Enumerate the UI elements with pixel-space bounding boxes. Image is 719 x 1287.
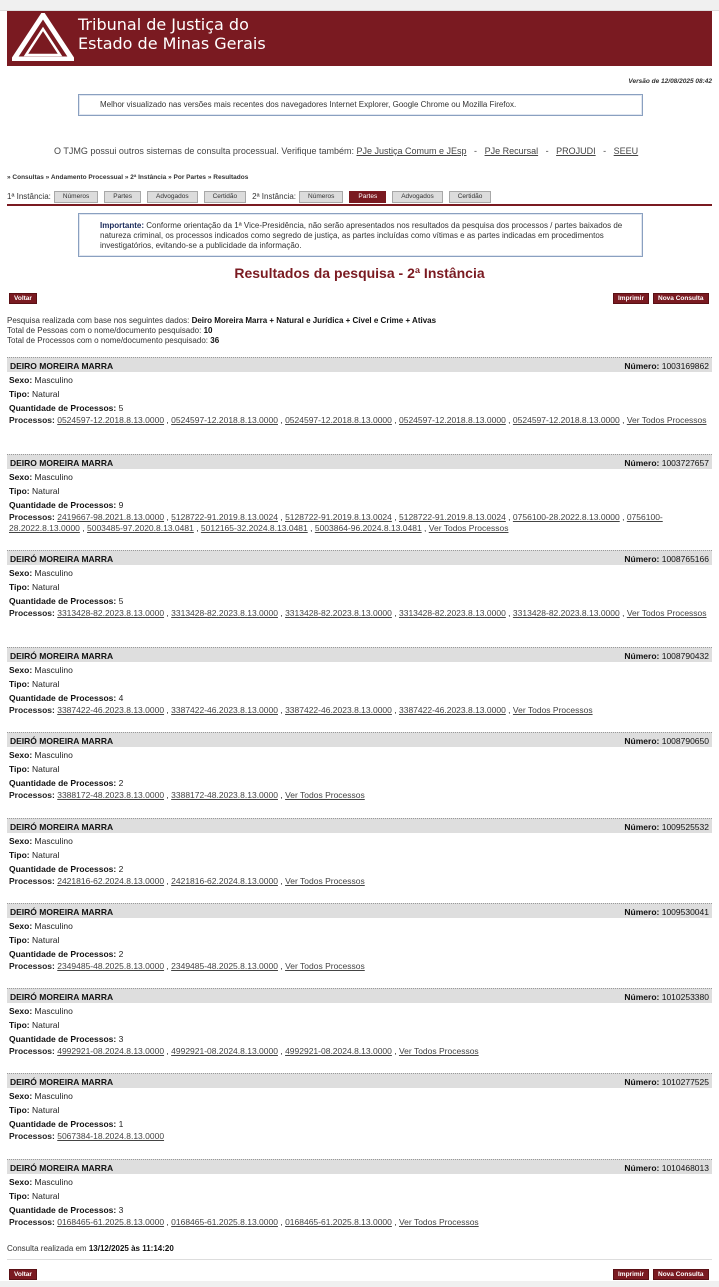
tab-inst1-numeros[interactable]: Números bbox=[54, 191, 98, 203]
person-processes: Processos: 0524597-12.2018.8.13.0000 , 0524597-12.2018.8.13.0000 , 0524597-12.2018.8.13.0000 , 0524597-12.2018.8.13.0000 , 0524597-12.2018.8.13.0000 , Ver Todos Processos bbox=[9, 415, 707, 425]
process-link[interactable]: 0524597-12.2018.8.13.0000 bbox=[285, 415, 392, 425]
new-search-button-bottom[interactable]: Nova Consulta bbox=[653, 1269, 709, 1280]
count-label: Quantidade de Processos: bbox=[9, 864, 117, 874]
print-button-bottom[interactable]: Imprimir bbox=[613, 1269, 649, 1280]
person-number bbox=[624, 458, 709, 468]
view-all-processes-link[interactable]: Ver Todos Processos bbox=[285, 961, 365, 971]
browser-notice-text: Melhor visualizado nas versões mais recentes dos navegadores Internet Explorer, Google Chrome ou Mozilla Firefox. bbox=[100, 100, 517, 109]
breadcrumb: » Consultas » Andamento Processual » 2ª Instância » Por Partes » Resultados bbox=[7, 174, 249, 181]
person-process-count bbox=[9, 498, 712, 512]
query-timestamp bbox=[7, 1244, 174, 1253]
process-link[interactable]: 3387422-46.2023.8.13.0000 bbox=[285, 705, 392, 715]
count-value: 3 bbox=[118, 1205, 124, 1215]
view-all-processes-link[interactable]: Ver Todos Processos bbox=[512, 705, 593, 715]
tab-inst1-advogados[interactable]: Advogados bbox=[147, 191, 198, 203]
person-header bbox=[7, 647, 712, 663]
process-link[interactable]: 3387422-46.2023.8.13.0000 bbox=[57, 705, 165, 715]
person-number bbox=[624, 554, 709, 564]
count-value: 2 bbox=[118, 864, 124, 874]
process-link[interactable]: 5067384-18.2024.8.13.0000 bbox=[57, 1131, 165, 1141]
count-value: 3 bbox=[118, 1034, 124, 1044]
new-search-button-top[interactable]: Nova Consulta bbox=[653, 293, 709, 304]
sex-value: Masculino bbox=[34, 472, 73, 482]
view-all-processes-link[interactable]: Ver Todos Processos bbox=[398, 1217, 479, 1227]
person-sex bbox=[9, 470, 712, 484]
person-type bbox=[9, 1018, 712, 1032]
print-button-top[interactable]: Imprimir bbox=[613, 293, 649, 304]
link-seeu[interactable]: SEEU bbox=[613, 146, 639, 156]
type-label: Tipo: bbox=[9, 1105, 30, 1115]
process-link[interactable]: 3313428-82.2023.8.13.0000 bbox=[171, 608, 278, 618]
processes-total-value: 36 bbox=[210, 336, 220, 345]
person-number-value: 1003169862 bbox=[661, 361, 709, 371]
sex-value: Masculino bbox=[34, 1177, 73, 1187]
process-link[interactable]: 3313428-82.2023.8.13.0000 bbox=[512, 608, 620, 618]
person-number-value: 1009530041 bbox=[661, 907, 709, 917]
top-strip bbox=[0, 0, 719, 11]
person-header bbox=[7, 550, 712, 566]
person-result bbox=[7, 818, 712, 887]
process-link[interactable]: 2421816-62.2024.8.13.0000 bbox=[171, 876, 278, 886]
back-button-bottom[interactable]: Voltar bbox=[9, 1269, 37, 1280]
person-number bbox=[624, 822, 709, 832]
search-basis-label: Pesquisa realizada com base nos seguintes dados: bbox=[7, 316, 190, 325]
view-all-processes-link[interactable]: Ver Todos Processos bbox=[626, 415, 707, 425]
view-all-processes-link[interactable]: Ver Todos Processos bbox=[285, 790, 365, 800]
process-link[interactable]: 3387422-46.2023.8.13.0000 bbox=[398, 705, 506, 715]
process-link[interactable]: 0524597-12.2018.8.13.0000 bbox=[171, 415, 278, 425]
sex-value: Masculino bbox=[34, 836, 73, 846]
person-sex bbox=[9, 834, 712, 848]
query-timestamp-label: Consulta realizada em bbox=[7, 1244, 87, 1253]
type-value: Natural bbox=[32, 1191, 60, 1201]
link-projudi[interactable]: PROJUDI bbox=[556, 146, 596, 156]
person-result bbox=[7, 1159, 712, 1228]
sex-value: Masculino bbox=[34, 568, 73, 578]
person-sex bbox=[9, 748, 712, 762]
tabs-divider bbox=[7, 204, 712, 206]
processes-label: Processos: bbox=[9, 705, 55, 715]
important-text: Conforme orientação da 1ª Vice-Presidência, não serão apresentados nos resultados da pesquisa dos processos / partes baixados de natureza criminal, os processos indicados como segredo de justiça, as partes incluídas como vítimas e as partes indicadas em procedimentos investigatórios, evitando-se a publicidade da informação. bbox=[100, 221, 623, 250]
bottom-divider bbox=[7, 1259, 712, 1260]
person-header bbox=[7, 1159, 712, 1175]
person-type bbox=[9, 848, 712, 862]
person-type bbox=[9, 484, 712, 498]
tab-inst2-numeros[interactable]: Números bbox=[299, 191, 343, 203]
process-link[interactable]: 0524597-12.2018.8.13.0000 bbox=[512, 415, 620, 425]
person-number bbox=[624, 1077, 709, 1087]
person-number-label: Número: bbox=[624, 992, 660, 1002]
person-result bbox=[7, 550, 712, 619]
sex-label: Sexo: bbox=[9, 1091, 33, 1101]
person-number bbox=[624, 651, 709, 661]
type-label: Tipo: bbox=[9, 764, 30, 774]
separator: - bbox=[545, 146, 549, 156]
person-result bbox=[7, 454, 712, 534]
process-link[interactable]: 5128722-91.2019.8.13.0024 bbox=[398, 512, 506, 522]
important-label: Importante: bbox=[100, 221, 144, 230]
person-number-label: Número: bbox=[624, 1077, 660, 1087]
type-label: Tipo: bbox=[9, 389, 30, 399]
process-link[interactable]: 2349485-48.2025.8.13.0000 bbox=[171, 961, 278, 971]
sex-value: Masculino bbox=[34, 1006, 73, 1016]
person-number bbox=[624, 361, 709, 371]
person-number-label: Número: bbox=[624, 736, 660, 746]
type-value: Natural bbox=[32, 486, 60, 496]
person-type bbox=[9, 762, 712, 776]
view-all-processes-link[interactable]: Ver Todos Processos bbox=[398, 1046, 479, 1056]
person-number-label: Número: bbox=[624, 1163, 660, 1173]
person-sex bbox=[9, 663, 712, 677]
process-link[interactable]: 0524597-12.2018.8.13.0000 bbox=[398, 415, 506, 425]
process-link[interactable]: 5128722-91.2019.8.13.0024 bbox=[171, 512, 278, 522]
separator: - bbox=[603, 146, 607, 156]
person-sex bbox=[9, 1004, 712, 1018]
sex-value: Masculino bbox=[34, 750, 73, 760]
count-label: Quantidade de Processos: bbox=[9, 949, 117, 959]
process-link[interactable]: 3313428-82.2023.8.13.0000 bbox=[57, 608, 165, 618]
person-number bbox=[624, 736, 709, 746]
person-process-count bbox=[9, 1032, 712, 1046]
sex-value: Masculino bbox=[34, 375, 73, 385]
person-name[interactable]: DEIRÓ MOREIRA MARRA bbox=[10, 907, 114, 917]
person-number-value: 1003727657 bbox=[661, 458, 709, 468]
person-result bbox=[7, 357, 712, 426]
person-process-count bbox=[9, 862, 712, 876]
process-link[interactable]: 0168465-61.2025.8.13.0000 bbox=[285, 1217, 392, 1227]
type-value: Natural bbox=[32, 764, 60, 774]
type-value: Natural bbox=[32, 389, 60, 399]
process-link[interactable]: 4992921-08.2024.8.13.0000 bbox=[57, 1046, 165, 1056]
person-name[interactable]: DEIRÓ MOREIRA MARRA bbox=[10, 554, 114, 564]
processes-label: Processos: bbox=[9, 1217, 55, 1227]
person-process-count bbox=[9, 947, 712, 961]
person-processes: Processos: 2349485-48.2025.8.13.0000 , 2349485-48.2025.8.13.0000 , Ver Todos Processos bbox=[9, 961, 365, 971]
browser-notice-box bbox=[78, 94, 643, 116]
count-label: Quantidade de Processos: bbox=[9, 1205, 117, 1215]
sex-label: Sexo: bbox=[9, 921, 33, 931]
person-header bbox=[7, 903, 712, 919]
other-systems-bar bbox=[54, 146, 638, 156]
sex-label: Sexo: bbox=[9, 1177, 33, 1187]
person-name[interactable]: DEIRO MOREIRA MARRA bbox=[10, 361, 114, 371]
person-header bbox=[7, 357, 712, 373]
type-value: Natural bbox=[32, 935, 60, 945]
court-name-line2: Estado de Minas Gerais bbox=[78, 34, 266, 53]
version-label: Versão de 12/08/2025 08:42 bbox=[628, 78, 712, 85]
processes-label: Processos: bbox=[9, 512, 55, 522]
person-process-count bbox=[9, 401, 712, 415]
type-value: Natural bbox=[32, 679, 60, 689]
person-process-count bbox=[9, 691, 712, 705]
process-link[interactable]: 2349485-48.2025.8.13.0000 bbox=[57, 961, 165, 971]
type-value: Natural bbox=[32, 582, 60, 592]
person-processes: Processos: 3387422-46.2023.8.13.0000 , 3387422-46.2023.8.13.0000 , 3387422-46.2023.8.13.0000 , 3387422-46.2023.8.13.0000 , Ver Todos Processos bbox=[9, 705, 593, 715]
person-process-count bbox=[9, 594, 712, 608]
count-value: 2 bbox=[118, 778, 124, 788]
count-label: Quantidade de Processos: bbox=[9, 596, 117, 606]
person-number-value: 1008790432 bbox=[661, 651, 709, 661]
process-link[interactable]: 4992921-08.2024.8.13.0000 bbox=[171, 1046, 278, 1056]
person-sex bbox=[9, 566, 712, 580]
person-number-label: Número: bbox=[624, 458, 660, 468]
person-name[interactable]: DEIRÓ MOREIRA MARRA bbox=[10, 1077, 114, 1087]
person-type bbox=[9, 677, 712, 691]
other-systems-text: O TJMG possui outros sistemas de consulta processual. Verifique também: bbox=[54, 146, 354, 156]
type-label: Tipo: bbox=[9, 935, 30, 945]
important-notice-box bbox=[78, 213, 643, 257]
tabs-label-inst1: 1ª Instância: bbox=[7, 192, 51, 201]
sex-label: Sexo: bbox=[9, 665, 33, 675]
sex-label: Sexo: bbox=[9, 472, 33, 482]
person-type bbox=[9, 387, 712, 401]
processes-label: Processos: bbox=[9, 608, 55, 618]
process-link[interactable]: 5012165-32.2024.8.13.0481 bbox=[200, 523, 308, 533]
person-number-value: 1009525532 bbox=[661, 822, 709, 832]
process-link[interactable]: 0524597-12.2018.8.13.0000 bbox=[57, 415, 165, 425]
tab-inst1-certidao[interactable]: Certidão bbox=[204, 191, 247, 203]
court-name-line1: Tribunal de Justiça do bbox=[78, 15, 249, 34]
person-processes: Processos: 0168465-61.2025.8.13.0000 , 0168465-61.2025.8.13.0000 , 0168465-61.2025.8.13.0000 , Ver Todos Processos bbox=[9, 1217, 479, 1227]
sex-value: Masculino bbox=[34, 921, 73, 931]
important-notice bbox=[100, 221, 638, 251]
person-number-value: 1008790650 bbox=[661, 736, 709, 746]
type-label: Tipo: bbox=[9, 1191, 30, 1201]
search-basis-value: Deiro Moreira Marra + Natural e Jurídica + Cível e Crime + Ativas bbox=[191, 316, 437, 325]
tabs-label-inst2: 2ª Instância: bbox=[252, 192, 297, 201]
view-all-processes-link[interactable]: Ver Todos Processos bbox=[285, 876, 365, 886]
person-header bbox=[7, 454, 712, 470]
process-link[interactable]: 4992921-08.2024.8.13.0000 bbox=[285, 1046, 392, 1056]
view-all-processes-link[interactable]: Ver Todos Processos bbox=[626, 608, 707, 618]
person-sex bbox=[9, 919, 712, 933]
separator: - bbox=[474, 146, 478, 156]
person-number bbox=[624, 992, 709, 1002]
page-title: Resultados da pesquisa - 2ª Instância bbox=[234, 265, 485, 281]
tab-inst1-partes[interactable]: Partes bbox=[104, 191, 141, 203]
type-label: Tipo: bbox=[9, 1020, 30, 1030]
link-pje-recursal[interactable]: PJe Recursal bbox=[484, 146, 539, 156]
person-number-value: 1010468013 bbox=[661, 1163, 709, 1173]
query-timestamp-value: 13/12/2025 às 11:14:20 bbox=[88, 1244, 174, 1253]
process-link[interactable]: 5003864-96.2024.8.13.0481 bbox=[314, 523, 422, 533]
person-sex bbox=[9, 1089, 712, 1103]
process-link[interactable]: 3313428-82.2023.8.13.0000 bbox=[398, 608, 506, 618]
instance-tabs bbox=[7, 190, 497, 203]
count-label: Quantidade de Processos: bbox=[9, 693, 117, 703]
count-label: Quantidade de Processos: bbox=[9, 1034, 117, 1044]
person-number-value: 1010277525 bbox=[661, 1077, 709, 1087]
person-result bbox=[7, 1073, 712, 1142]
person-name[interactable]: DEIRÓ MOREIRA MARRA bbox=[10, 651, 114, 661]
count-value: 2 bbox=[118, 949, 124, 959]
processes-label: Processos: bbox=[9, 790, 55, 800]
processes-label: Processos: bbox=[9, 415, 55, 425]
type-label: Tipo: bbox=[9, 582, 30, 592]
person-header bbox=[7, 988, 712, 1004]
sex-label: Sexo: bbox=[9, 750, 33, 760]
process-link[interactable]: 0756100-28.2022.8.13.0000 bbox=[9, 512, 663, 533]
type-value: Natural bbox=[32, 1020, 60, 1030]
processes-label: Processos: bbox=[9, 1131, 55, 1141]
processes-total-label: Total de Processos com o nome/documento pesquisado: bbox=[7, 336, 209, 345]
count-value: 4 bbox=[118, 693, 124, 703]
person-process-count bbox=[9, 1203, 712, 1217]
person-type bbox=[9, 1103, 712, 1117]
processes-label: Processos: bbox=[9, 1046, 55, 1056]
person-number bbox=[624, 1163, 709, 1173]
bottom-strip bbox=[0, 1281, 719, 1287]
person-number-value: 1010253380 bbox=[661, 992, 709, 1002]
person-type bbox=[9, 580, 712, 594]
person-result bbox=[7, 903, 712, 972]
person-number-label: Número: bbox=[624, 907, 660, 917]
process-link[interactable]: 3388172-48.2023.8.13.0000 bbox=[171, 790, 278, 800]
person-number-label: Número: bbox=[624, 822, 660, 832]
site-header-banner bbox=[7, 11, 712, 66]
tab-inst2-certidao[interactable]: Certidão bbox=[449, 191, 492, 203]
person-number-value: 1008765166 bbox=[661, 554, 709, 564]
tab-inst2-partes[interactable]: Partes bbox=[349, 191, 386, 203]
person-process-count bbox=[9, 1117, 712, 1131]
count-value: 5 bbox=[118, 596, 124, 606]
person-header bbox=[7, 818, 712, 834]
count-label: Quantidade de Processos: bbox=[9, 1119, 117, 1129]
person-name[interactable]: DEIRÓ MOREIRA MARRA bbox=[10, 822, 114, 832]
person-result bbox=[7, 988, 712, 1057]
person-processes: Processos: 3388172-48.2023.8.13.0000 , 3388172-48.2023.8.13.0000 , Ver Todos Processos bbox=[9, 790, 365, 800]
process-link[interactable]: 3388172-48.2023.8.13.0000 bbox=[57, 790, 165, 800]
person-name[interactable]: DEIRÓ MOREIRA MARRA bbox=[10, 992, 114, 1002]
sex-label: Sexo: bbox=[9, 1006, 33, 1016]
process-link[interactable]: 0168465-61.2025.8.13.0000 bbox=[171, 1217, 278, 1227]
person-process-count bbox=[9, 776, 712, 790]
search-summary bbox=[7, 316, 436, 346]
count-label: Quantidade de Processos: bbox=[9, 500, 117, 510]
sex-label: Sexo: bbox=[9, 568, 33, 578]
count-value: 9 bbox=[118, 500, 124, 510]
person-header bbox=[7, 1073, 712, 1089]
count-label: Quantidade de Processos: bbox=[9, 403, 117, 413]
type-label: Tipo: bbox=[9, 486, 30, 496]
process-link[interactable]: 3313428-82.2023.8.13.0000 bbox=[285, 608, 392, 618]
link-pje-justica[interactable]: PJe Justiça Comum e JEsp bbox=[356, 146, 467, 156]
person-processes: Processos: 4992921-08.2024.8.13.0000 , 4992921-08.2024.8.13.0000 , 4992921-08.2024.8.13.0000 , Ver Todos Processos bbox=[9, 1046, 479, 1056]
person-header bbox=[7, 732, 712, 748]
person-number-label: Número: bbox=[624, 361, 660, 371]
process-link[interactable]: 0168465-61.2025.8.13.0000 bbox=[57, 1217, 165, 1227]
person-result bbox=[7, 732, 712, 801]
processes-label: Processos: bbox=[9, 876, 55, 886]
person-sex bbox=[9, 1175, 712, 1189]
type-label: Tipo: bbox=[9, 850, 30, 860]
type-label: Tipo: bbox=[9, 679, 30, 689]
person-name[interactable]: DEIRÓ MOREIRA MARRA bbox=[10, 1163, 114, 1173]
sex-value: Masculino bbox=[34, 665, 73, 675]
process-link[interactable]: 2421816-62.2024.8.13.0000 bbox=[57, 876, 165, 886]
persons-total-label: Total de Pessoas com o nome/documento pesquisado: bbox=[7, 326, 202, 335]
person-number-label: Número: bbox=[624, 554, 660, 564]
type-value: Natural bbox=[32, 1105, 60, 1115]
back-button-top[interactable]: Voltar bbox=[9, 293, 37, 304]
sex-label: Sexo: bbox=[9, 375, 33, 385]
count-label: Quantidade de Processos: bbox=[9, 778, 117, 788]
count-value: 1 bbox=[118, 1119, 124, 1129]
persons-total-value: 10 bbox=[203, 326, 213, 335]
process-link[interactable]: 3387422-46.2023.8.13.0000 bbox=[171, 705, 278, 715]
person-processes: Processos: 3313428-82.2023.8.13.0000 , 3313428-82.2023.8.13.0000 , 3313428-82.2023.8.13.0000 , 3313428-82.2023.8.13.0000 , 3313428-82.2023.8.13.0000 , Ver Todos Processos bbox=[9, 608, 707, 618]
processes-label: Processos: bbox=[9, 961, 55, 971]
tjmg-logo-icon[interactable] bbox=[12, 13, 74, 61]
count-value: 5 bbox=[118, 403, 124, 413]
process-link[interactable]: 5003485-97.2020.8.13.0481 bbox=[87, 523, 194, 533]
person-type bbox=[9, 933, 712, 947]
process-link[interactable]: 0756100-28.2022.8.13.0000 bbox=[512, 512, 620, 522]
process-link[interactable]: 5128722-91.2019.8.13.0024 bbox=[285, 512, 392, 522]
person-result bbox=[7, 647, 712, 716]
view-all-processes-link[interactable]: Ver Todos Processos bbox=[428, 523, 509, 533]
tab-inst2-advogados[interactable]: Advogados bbox=[392, 191, 443, 203]
person-name[interactable]: DEIRO MOREIRA MARRA bbox=[10, 458, 114, 468]
person-sex bbox=[9, 373, 712, 387]
person-processes: Processos: 2419667-98.2021.8.13.0000 , 5128722-91.2019.8.13.0024 , 5128722-91.2019.8.13.0024 , 5128722-91.2019.8.13.0024 , 0756100-28.2022.8.13.0000 , 0756100-28.2022.8.13.0000 , 5003485-97.2020.8.13.0481 , 5012165-32.2024.8.13.0481 , 5003864-96.2024.8.13.0481 , Ver Todos Processos bbox=[9, 512, 663, 533]
sex-label: Sexo: bbox=[9, 836, 33, 846]
process-link[interactable]: 2419667-98.2021.8.13.0000 bbox=[57, 512, 165, 522]
type-value: Natural bbox=[32, 850, 60, 860]
person-number-label: Número: bbox=[624, 651, 660, 661]
sex-value: Masculino bbox=[34, 1091, 73, 1101]
person-number bbox=[624, 907, 709, 917]
person-name[interactable]: DEIRÓ MOREIRA MARRA bbox=[10, 736, 114, 746]
person-type bbox=[9, 1189, 712, 1203]
person-processes bbox=[9, 1131, 712, 1142]
person-processes: Processos: 2421816-62.2024.8.13.0000 , 2421816-62.2024.8.13.0000 , Ver Todos Processos bbox=[9, 876, 365, 886]
